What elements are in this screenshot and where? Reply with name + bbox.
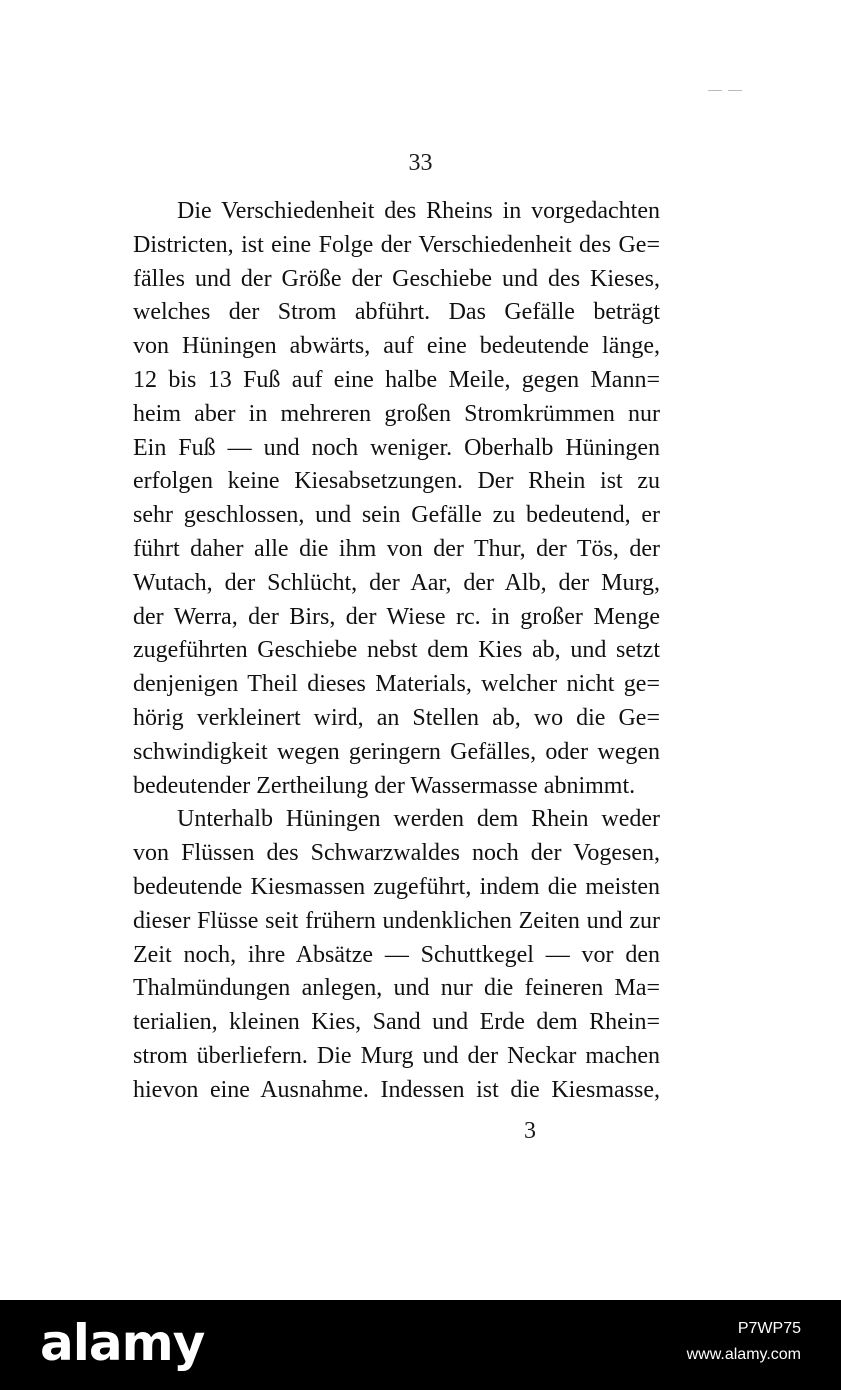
text-line: terialien, kleinen Kies, Sand und Erde dem Rhein= bbox=[133, 1009, 660, 1036]
watermark-footer bbox=[0, 1300, 841, 1390]
text-line: heim aber in mehreren großen Stromkrümmen nur bbox=[133, 400, 660, 427]
alamy-logo: alamy bbox=[40, 1314, 205, 1372]
text-line: denjenigen Theil dieses Materials, welcher nicht ge= bbox=[133, 671, 660, 698]
text-line: von Hüningen abwärts, auf eine bedeutende länge, bbox=[133, 333, 660, 360]
text-line: Zeit noch, ihre Absätze — Schuttkegel — vor den bbox=[133, 941, 660, 968]
text-line: erfolgen keine Kiesabsetzungen. Der Rhein ist zu bbox=[133, 468, 660, 495]
text-line: Unterhalb Hüningen werden dem Rhein weder bbox=[177, 806, 660, 833]
footer-url: www.alamy.com bbox=[686, 1346, 801, 1363]
body-text bbox=[133, 195, 660, 1108]
scan-mark bbox=[728, 90, 742, 91]
image-id: P7WP75 bbox=[737, 1320, 801, 1337]
text-line: sehr geschlossen, und sein Gefälle zu bedeutend, er bbox=[133, 502, 660, 529]
text-line: hörig verkleinert wird, an Stellen ab, wo die Ge= bbox=[133, 704, 660, 731]
text-line: strom überliefern. Die Murg und der Neckar machen bbox=[133, 1042, 660, 1069]
text-line: Districten, ist eine Folge der Verschiedenheit des Ge= bbox=[133, 231, 660, 258]
text-line: Ein Fuß — und noch weniger. Oberhalb Hüningen bbox=[133, 434, 660, 461]
text-line: zugeführten Geschiebe nebst dem Kies ab, und setzt bbox=[133, 637, 660, 664]
text-line: welches der Strom abführt. Das Gefälle beträgt bbox=[133, 299, 660, 326]
paragraph-2 bbox=[133, 803, 660, 1107]
text-line: dieser Flüsse seit frühern undenklichen Zeiten und zur bbox=[133, 907, 660, 934]
page-number: 33 bbox=[408, 150, 433, 176]
text-line: von Flüssen des Schwarzwaldes noch der Vogesen, bbox=[133, 840, 660, 867]
text-line: Thalmündungen anlegen, und nur die feineren Ma= bbox=[133, 975, 660, 1002]
text-line: führt daher alle die ihm von der Thur, der Tös, der bbox=[133, 535, 660, 562]
text-line: schwindigkeit wegen geringern Gefälles, oder wegen bbox=[133, 738, 660, 765]
text-line: Wutach, der Schlücht, der Aar, der Alb, der Murg, bbox=[133, 569, 660, 596]
signature-mark: 3 bbox=[524, 1118, 536, 1144]
scan-mark bbox=[708, 90, 722, 91]
paragraph-1 bbox=[133, 195, 660, 803]
footer-info bbox=[687, 1320, 801, 1364]
text-line: 12 bis 13 Fuß auf eine halbe Meile, gegen Mann= bbox=[133, 366, 660, 393]
text-line: der Werra, der Birs, der Wiese rc. in großer Menge bbox=[133, 603, 660, 630]
text-line: Die Verschiedenheit des Rheins in vorgedachten bbox=[177, 198, 660, 224]
text-line: fälles und der Größe der Geschiebe und des Kieses, bbox=[133, 265, 660, 292]
text-line: bedeutende Kiesmassen zugeführt, indem die meisten bbox=[133, 873, 660, 900]
text-line: bedeutender Zertheilung der Wassermasse abnimmt. bbox=[133, 772, 636, 799]
text-line: hievon eine Ausnahme. Indessen ist die Kiesmasse, bbox=[133, 1076, 660, 1103]
